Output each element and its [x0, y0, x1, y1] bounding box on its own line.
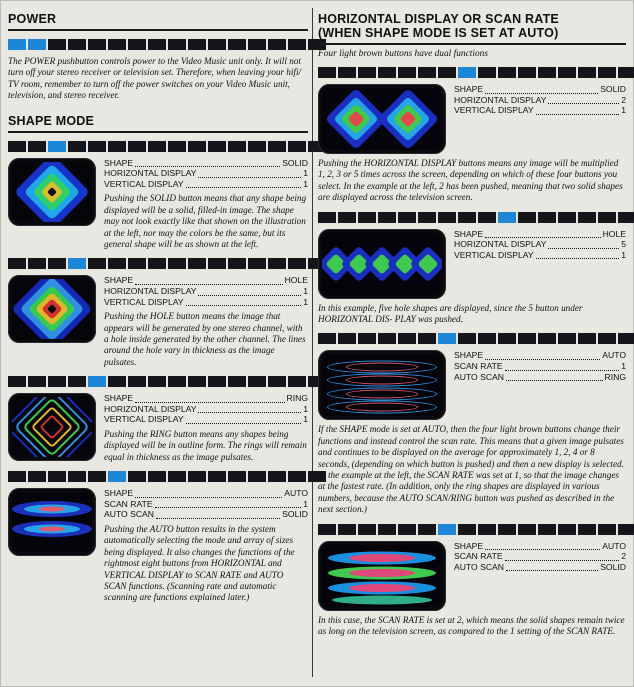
- spec-row: AUTO SCAN SOLID: [454, 561, 626, 572]
- button-strip-hd2: [318, 212, 626, 223]
- shape-block-hole: [8, 258, 308, 368]
- hd-block-1: [318, 67, 626, 204]
- shape-mode-title: SHAPE MODE: [8, 113, 95, 128]
- spec-row: AUTO SCAN SOLID: [104, 509, 308, 520]
- power-text: The POWER pushbutton controls power to the Video Music unit only. It will not turn off your stereo receiver or television set. Therefore, when leaving your hifi/ TV room, remember to turn off the power switches on your Video Music unit, television, and stereo receiver.: [8, 56, 302, 101]
- spec-row: HORIZONTAL DISPLAY 1: [104, 286, 308, 297]
- dot-leader: [135, 394, 284, 403]
- spec-row: VERTICAL DISPLAY 1: [104, 414, 308, 425]
- tv-illustration-auto: [8, 488, 96, 556]
- spec-list-hd4: [454, 541, 626, 573]
- dot-leader: [186, 415, 302, 424]
- right-title-rule: [318, 43, 626, 45]
- column-divider: [312, 8, 313, 677]
- shape-block-ring: [8, 376, 308, 463]
- button-strip-hd4: [318, 524, 626, 535]
- spec-row: SHAPE HOLE: [454, 228, 626, 239]
- hd-block-2: [318, 212, 626, 326]
- dot-leader: [485, 541, 600, 550]
- dot-leader: [505, 362, 620, 371]
- hd3-text: If the SHAPE mode is set at AUTO, then the four light brown buttons change their functions and instead control the scan rate. This means that a given image pulsates and continues to be displayed on the average for approximately 1, 2, 4 or 8 seconds, (depending on which button is pushed) and then a new display is selected. In the example at the left, the SCAN RATE was set at 1, so that the image changes at the fastest rate. (In addition, only the ring shapes are displayed in various numbers, because the AUTO SCAN/RING button was pushed as described in the next section.): [318, 424, 624, 515]
- spec-row: HORIZONTAL DISPLAY 2: [454, 94, 626, 105]
- dot-leader: [186, 179, 302, 188]
- dot-leader: [135, 276, 282, 285]
- hd2-text: In this example, five hole shapes are displayed, since the 5 button under HORIZONTAL DIS- PLAY was pushed.: [318, 302, 583, 325]
- dot-leader: [186, 297, 302, 306]
- dot-leader: [485, 229, 600, 238]
- button-strip-power: [8, 39, 308, 50]
- right-column: [318, 0, 626, 687]
- tv-illustration-hd4: [318, 541, 446, 611]
- spec-row: SCAN RATE 1: [104, 498, 308, 509]
- spec-row: SHAPE SOLID: [104, 157, 308, 168]
- shape-block-solid: [8, 141, 308, 251]
- shape-hole-text: Pushing the HOLE button means the image that appears will be generated by one stereo channel, with a hole inside generated by the other channel. The lines around the hole vary in thickness as the image pulsates.: [104, 311, 306, 367]
- tv-illustration-hd3: [318, 350, 446, 420]
- spec-list-hd2: [454, 229, 626, 261]
- dot-leader: [155, 499, 302, 508]
- right-subhead: Four light brown buttons have dual functions: [318, 49, 488, 59]
- spec-row: VERTICAL DISPLAY 1: [104, 178, 308, 189]
- dot-leader: [505, 552, 620, 561]
- hd-block-4: [318, 524, 626, 638]
- button-strip-solid: [8, 141, 308, 152]
- button-strip-hd1: [318, 67, 626, 78]
- spec-row: SHAPE AUTO: [454, 350, 626, 361]
- shape-block-auto: [8, 471, 308, 604]
- power-section: [8, 12, 308, 102]
- spec-row: SCAN RATE 2: [454, 551, 626, 562]
- spec-row: SCAN RATE 1: [454, 361, 626, 372]
- spec-row: HORIZONTAL DISPLAY 1: [104, 168, 308, 179]
- tv-illustration-hd2: [318, 229, 446, 299]
- spec-row: VERTICAL DISPLAY 1: [454, 105, 626, 116]
- shape-mode-section: [8, 114, 308, 604]
- dot-leader: [198, 404, 301, 413]
- spec-list-hole: [104, 275, 308, 368]
- hd1-text: Pushing the HORIZONTAL DISPLAY buttons means any image will be multiplied 1, 2, 3 or 5 times across the screen, depending on which of these four buttons you select. In the example at the left, 2 has been pushed, meaning that two solid shapes are displayed across the television screen.: [318, 158, 623, 203]
- button-strip-hole: [8, 258, 308, 269]
- tv-illustration-solid: [8, 158, 96, 226]
- spec-row: AUTO SCAN RING: [454, 371, 626, 382]
- power-rule: [8, 29, 308, 31]
- spec-row: VERTICAL DISPLAY 1: [104, 296, 308, 307]
- dot-leader: [485, 351, 600, 360]
- spec-row: SHAPE SOLID: [454, 84, 626, 94]
- dot-leader: [506, 562, 598, 571]
- hd4-text: In this case, the SCAN RATE is set at 2, which means the solid shapes remain twice as long on the television screen, as compared to the 1 setting of the SCAN RATE.: [318, 614, 625, 637]
- right-title-line2: (WHEN SHAPE MODE IS SET AT AUTO): [318, 26, 559, 40]
- spec-list-ring: [104, 393, 308, 463]
- dot-leader: [156, 510, 280, 519]
- spec-list-auto: [104, 488, 308, 604]
- horizontal-display-section: [318, 12, 626, 638]
- dot-leader: [536, 106, 620, 115]
- dot-leader: [198, 287, 301, 296]
- spec-row: VERTICAL DISPLAY 1: [454, 249, 626, 260]
- spec-list-hd1: [454, 84, 626, 116]
- right-title-line1: HORIZONTAL DISPLAY OR SCAN RATE: [318, 12, 559, 26]
- dot-leader: [135, 489, 282, 498]
- spec-list-solid: [104, 158, 308, 251]
- dot-leader: [135, 158, 280, 167]
- dot-leader: [548, 240, 619, 249]
- spec-row: SHAPE AUTO: [104, 488, 308, 499]
- spec-row: SHAPE AUTO: [454, 540, 626, 551]
- dot-leader: [536, 250, 620, 259]
- spec-row: SHAPE HOLE: [104, 275, 308, 286]
- shape-solid-text: Pushing the SOLID button means that any shape being displayed will be a solid, filled-in image. The shape may not look exactly like that shown on the illustration at the left, nor may the colors be the same, but its general shape will be as shown at the left.: [104, 193, 307, 250]
- spec-row: HORIZONTAL DISPLAY 1: [104, 403, 308, 414]
- spec-row: HORIZONTAL DISPLAY 5: [454, 239, 626, 250]
- tv-illustration-hole: [8, 275, 96, 343]
- spec-row: SHAPE RING: [104, 393, 308, 404]
- tv-illustration-ring: [8, 393, 96, 461]
- spec-list-hd3: [454, 350, 626, 382]
- button-strip-hd3: [318, 333, 626, 344]
- dot-leader: [506, 372, 603, 381]
- dot-leader: [485, 85, 598, 94]
- button-strip-auto: [8, 471, 308, 482]
- shape-mode-rule: [8, 131, 308, 133]
- dot-leader: [198, 169, 301, 178]
- shape-ring-text: Pushing the RING button means any shapes being displayed will be in outline form. The rings will remain equal in thickness as the image pulsates.: [104, 429, 307, 462]
- dot-leader: [548, 95, 619, 104]
- shape-auto-text: Pushing the AUTO button results in the system automatically selecting the mode and array of sizes being displayed. It also changes the functions of the rightmost eight buttons from HORIZONTAL and VERTICAL DISPLAY to SCAN RATE and AUTO SCAN functions. (Scanning rate and automatic scanning are functions explained later.): [104, 524, 295, 603]
- hd-block-3: [318, 333, 626, 515]
- button-strip-ring: [8, 376, 308, 387]
- tv-illustration-hd1: [318, 84, 446, 154]
- power-title: POWER: [8, 12, 57, 26]
- left-column: [8, 0, 308, 687]
